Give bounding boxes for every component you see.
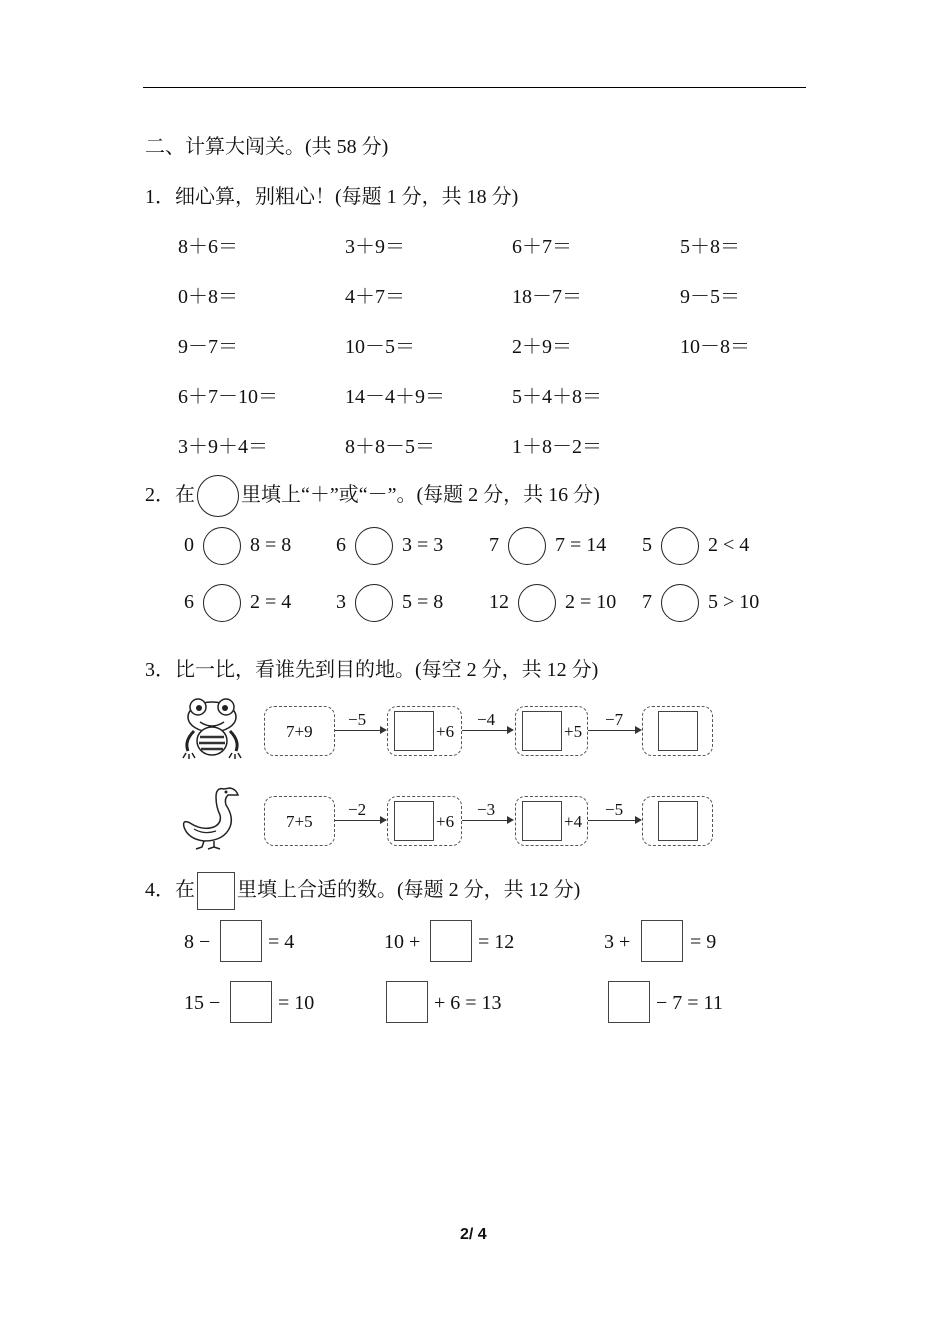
arrow-icon <box>335 820 385 821</box>
answer-box[interactable] <box>430 920 472 962</box>
q2-left-operand: 3 <box>336 591 346 613</box>
header-rule <box>143 87 806 88</box>
equation: 18－7＝ <box>512 286 582 308</box>
equation: 8＋8－5＝ <box>345 436 435 458</box>
equation: 9－7＝ <box>178 336 238 358</box>
equation: 4＋7＝ <box>345 286 405 308</box>
answer-box[interactable] <box>230 981 272 1023</box>
frog-start: 7+9 <box>286 722 313 741</box>
q2-title-prefix: 2．在 <box>145 484 195 506</box>
answer-circle[interactable] <box>203 584 241 622</box>
equation: 0＋8＝ <box>178 286 238 308</box>
q4-before: 15 − <box>184 992 221 1014</box>
q2-item <box>489 582 616 622</box>
goose-start: 7+5 <box>286 812 313 831</box>
q4-title-prefix: 4．在 <box>145 879 195 901</box>
q4-title-suffix: 里填上合适的数。(每题 2 分，共 12 分) <box>237 879 581 901</box>
answer-circle[interactable] <box>518 584 556 622</box>
q2-right-expr: 2 = 4 <box>250 591 292 613</box>
q2-right-expr: 3 = 3 <box>402 534 444 556</box>
equation: 5＋4＋8＝ <box>512 386 602 408</box>
equation: 2＋9＝ <box>512 336 572 358</box>
q4-after: + 6 = 13 <box>434 992 502 1014</box>
answer-box[interactable] <box>386 981 428 1023</box>
equation: 6＋7＝ <box>512 236 572 258</box>
arrow-icon <box>588 820 640 821</box>
q2-left-operand: 0 <box>184 534 194 556</box>
equation: 3＋9＝ <box>345 236 405 258</box>
answer-box[interactable] <box>220 920 262 962</box>
answer-box[interactable] <box>394 801 434 841</box>
q2-title-suffix: 里填上“＋”或“－”。(每题 2 分，共 16 分) <box>241 484 600 506</box>
answer-circle[interactable] <box>661 584 699 622</box>
q2-left-operand: 7 <box>489 534 499 556</box>
frog-step3-label: +5 <box>564 722 583 741</box>
q2-left-operand: 6 <box>336 534 346 556</box>
q4-after: = 9 <box>690 931 717 953</box>
q2-item <box>336 582 443 622</box>
frog-step1: −5 <box>348 710 367 729</box>
circle-icon <box>197 475 239 517</box>
q2-item <box>184 525 291 565</box>
q2-right-expr: 2 < 4 <box>708 534 750 556</box>
answer-box[interactable] <box>608 981 650 1023</box>
q2-left-operand: 6 <box>184 591 194 613</box>
answer-circle[interactable] <box>355 527 393 565</box>
q2-left-operand: 7 <box>642 591 652 613</box>
q2-left-operand: 12 <box>489 591 509 613</box>
q4-after: = 12 <box>478 931 515 953</box>
q1-title: 1．细心算，别粗心！(每题 1 分，共 18 分) <box>145 186 519 208</box>
q4-title <box>145 870 580 910</box>
q4-after: = 4 <box>268 931 295 953</box>
goose-step3: −5 <box>605 800 624 819</box>
equation: 8＋6＝ <box>178 236 238 258</box>
q2-item <box>642 582 759 622</box>
frog-step2-label: +6 <box>436 722 455 741</box>
q4-after: = 10 <box>278 992 315 1014</box>
q2-left-operand: 5 <box>642 534 652 556</box>
answer-circle[interactable] <box>355 584 393 622</box>
frog-icon <box>180 697 244 761</box>
q2-right-expr: 2 = 10 <box>565 591 617 613</box>
equation: 9－5＝ <box>680 286 740 308</box>
q4-after: − 7 = 11 <box>656 992 723 1014</box>
q2-item <box>642 525 749 565</box>
frog-step3: −7 <box>605 710 624 729</box>
answer-circle[interactable] <box>508 527 546 565</box>
answer-box[interactable] <box>658 711 698 751</box>
arrow-icon <box>588 730 640 731</box>
goose-step3-label: +4 <box>564 812 583 831</box>
answer-box[interactable] <box>522 711 562 751</box>
q4-before: 8 − <box>184 931 211 953</box>
equation: 3＋9＋4＝ <box>178 436 268 458</box>
arrow-icon <box>462 730 512 731</box>
q3-title: 3．比一比，看谁先到目的地。(每空 2 分，共 12 分) <box>145 659 599 681</box>
q2-right-expr: 5 = 8 <box>402 591 444 613</box>
q2-right-expr: 7 = 14 <box>555 534 607 556</box>
q2-right-expr: 5 > 10 <box>708 591 760 613</box>
square-icon <box>197 872 235 910</box>
answer-box[interactable] <box>641 920 683 962</box>
goose-step2-label: +6 <box>436 812 455 831</box>
frog-step2: −4 <box>477 710 496 729</box>
goose-icon <box>180 783 244 851</box>
equation: 5＋8＝ <box>680 236 740 258</box>
goose-step1: −2 <box>348 800 367 819</box>
page-number: 2/ 4 <box>460 1226 487 1243</box>
answer-box[interactable] <box>394 711 434 751</box>
equation: 10－5＝ <box>345 336 415 358</box>
section-title: 二、计算大闯关。(共 58 分) <box>145 136 389 158</box>
q2-item <box>489 525 606 565</box>
arrow-icon <box>462 820 512 821</box>
equation: 6＋7－10＝ <box>178 386 278 408</box>
q2-right-expr: 8 = 8 <box>250 534 292 556</box>
answer-circle[interactable] <box>661 527 699 565</box>
equation: 14－4＋9＝ <box>345 386 445 408</box>
answer-box[interactable] <box>522 801 562 841</box>
arrow-icon <box>335 730 385 731</box>
q2-title <box>145 474 600 517</box>
equation: 1＋8－2＝ <box>512 436 602 458</box>
q4-before: 10 + <box>384 931 421 953</box>
q4-before: 3 + <box>604 931 631 953</box>
goose-step2: −3 <box>477 800 496 819</box>
q2-item <box>336 525 443 565</box>
answer-box[interactable] <box>658 801 698 841</box>
equation: 10－8＝ <box>680 336 750 358</box>
q2-item <box>184 582 291 622</box>
answer-circle[interactable] <box>203 527 241 565</box>
